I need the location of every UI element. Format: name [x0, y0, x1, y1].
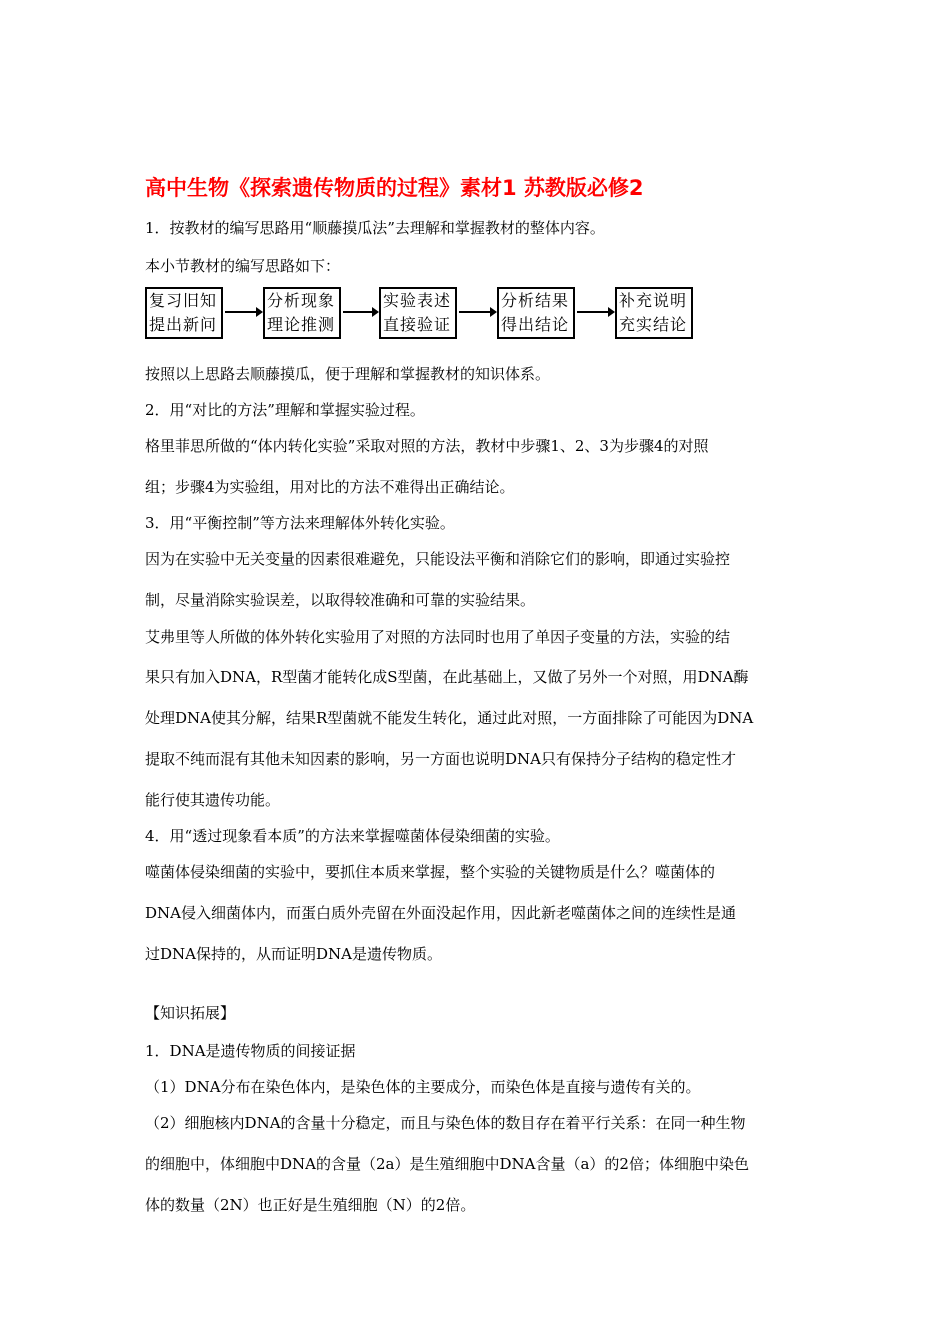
flow-step-2-line1: 分析现象 [267, 291, 336, 310]
section3-line-2: 制，尽量消除实验误差，以取得较准确和可靠的实验结果。 [145, 591, 536, 609]
section1-after: 按照以上思路去顺藤摸瓜，便于理解和掌握教材的知识体系。 [145, 365, 551, 383]
flow-step-4 [497, 287, 575, 339]
section1-heading: 1．按教材的编写思路用“顺藤摸瓜法”去理解和掌握教材的整体内容。 [145, 219, 605, 237]
extension-line-2: （2）细胞核内DNA的含量十分稳定，而且与染色体的数目存在着平行关系：在同一种生物 [145, 1114, 746, 1132]
flow-step-3-line2: 直接验证 [383, 315, 452, 334]
section4-line-3: 过DNA保持的，从而证明DNA是遗传物质。 [145, 945, 442, 963]
flow-arrow-3 [459, 311, 495, 313]
flow-step-4-line2: 得出结论 [501, 315, 570, 334]
section3-line-6: 提取不纯而混有其他未知因素的影响，另一方面也说明DNA只有保持分子结构的稳定性才 [145, 750, 736, 768]
document-title: 高中生物《探索遗传物质的过程》素材1 苏教版必修2 [145, 176, 644, 200]
section3-line-5: 处理DNA使其分解，结果R型菌就不能发生转化，通过此对照，一方面排除了可能因为DNA [145, 709, 754, 727]
flow-step-3 [379, 287, 457, 339]
section1-intro: 本小节教材的编写思路如下： [145, 257, 341, 275]
section3-line-1: 因为在实验中无关变量的因素很难避免，只能设法平衡和消除它们的影响，即通过实验控 [145, 550, 731, 568]
flow-step-1-line1: 复习旧知 [149, 291, 218, 310]
section3-line-7: 能行使其遗传功能。 [145, 791, 281, 809]
flow-arrow-2 [343, 311, 377, 313]
section2-line-2: 组；步骤4为实验组，用对比的方法不难得出正确结论。 [145, 478, 515, 496]
section3-line-4: 果只有加入DNA，R型菌才能转化成S型菌，在此基础上，又做了另外一个对照，用DNA酶 [145, 668, 749, 686]
extension-line-4: 体的数量（2N）也正好是生殖细胞（N）的2倍。 [145, 1196, 476, 1214]
extension-sub1: 1．DNA是遗传物质的间接证据 [145, 1042, 356, 1060]
section4-line-1: 噬菌体侵染细菌的实验中，要抓住本质来掌握，整个实验的关键物质是什么？噬菌体的 [145, 863, 716, 881]
section2-heading: 2．用“对比的方法”理解和掌握实验过程。 [145, 401, 425, 419]
section3-heading: 3．用“平衡控制”等方法来理解体外转化实验。 [145, 514, 455, 532]
extension-line-1: （1）DNA分布在染色体内，是染色体的主要成分，而染色体是直接与遗传有关的。 [145, 1078, 701, 1096]
flow-step-1-line2: 提出新问 [149, 315, 218, 334]
flow-diagram [145, 287, 705, 343]
extension-heading: 【知识拓展】 [145, 1004, 236, 1022]
flow-step-5-line2: 充实结论 [619, 315, 688, 334]
section3-line-3: 艾弗里等人所做的体外转化实验用了对照的方法同时也用了单因子变量的方法，实验的结 [145, 628, 731, 646]
flow-arrow-4 [577, 311, 613, 313]
flow-step-1 [145, 287, 223, 339]
extension-line-3: 的细胞中，体细胞中DNA的含量（2a）是生殖细胞中DNA含量（a）的2倍；体细胞中染色 [145, 1155, 749, 1173]
flow-arrow-1 [225, 311, 261, 313]
section4-line-2: DNA侵入细菌体内，而蛋白质外壳留在外面没起作用，因此新老噬菌体之间的连续性是通 [145, 904, 736, 922]
flow-step-5 [615, 287, 693, 339]
flow-step-2 [263, 287, 341, 339]
section4-heading: 4．用“透过现象看本质”的方法来掌握噬菌体侵染细菌的实验。 [145, 827, 560, 845]
flow-step-4-line1: 分析结果 [501, 291, 570, 310]
section2-line-1: 格里菲思所做的“体内转化实验”采取对照的方法，教材中步骤1、2、3为步骤4的对照 [145, 437, 709, 455]
flow-step-2-line2: 理论推测 [267, 315, 336, 334]
flow-step-5-line1: 补充说明 [619, 291, 688, 310]
flow-step-3-line1: 实验表述 [383, 291, 452, 310]
